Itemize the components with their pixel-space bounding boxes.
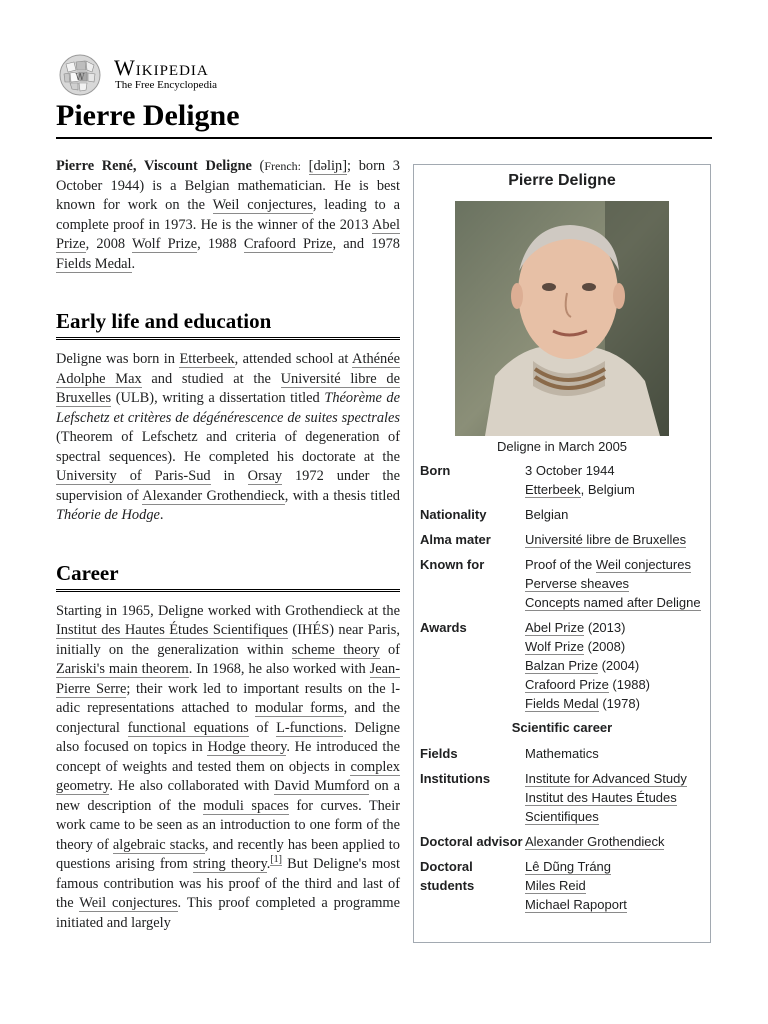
link-mumford[interactable]: David Mumford — [274, 778, 370, 794]
page-title: Pierre Deligne — [56, 97, 712, 139]
infobox-link-concepts[interactable]: Concepts named after Deligne — [525, 595, 701, 610]
infobox-row-known-for: Known for Proof of the Weil conjectures Perverse sheaves Concepts named after Deligne — [420, 557, 701, 610]
site-tagline: The Free Encyclopedia — [115, 79, 218, 91]
subject-name: Pierre René, Viscount Deligne — [56, 158, 252, 174]
infobox-link-weil[interactable]: Weil conjectures — [595, 557, 691, 572]
infobox-row-institutions: Institutions Institute for Advanced Study Institut des Hautes Études Scientifiques — [420, 771, 687, 824]
link-algebraic-stacks[interactable]: algebraic stacks — [112, 836, 205, 853]
site-wordmark[interactable]: Wikipedia — [114, 55, 209, 80]
award-item: Balzan Prize (2004) — [525, 658, 640, 673]
link-serre[interactable]: Jean-Pierre Serre — [56, 661, 400, 697]
citation-1[interactable]: [1] — [270, 854, 282, 866]
early-life-paragraph: Deligne was born in Etterbeek, attended school at Athénée Adolphe Max and studied at the Université libre de Bruxelles (ULB), writing a dissertation titled Théorème de Lefschetz et critères de dégénérescence de suites spectrales (Theorem of Lefschetz and criteria of degeneration of spectral sequences). He completed his doctorate at the University of Paris-Sud in Orsay 1972 under the supervision of Alexander Grothendieck, with a thesis titled Théorie de Hodge. — [56, 351, 400, 523]
link-modular-forms[interactable]: modular forms — [254, 700, 344, 716]
infobox — [413, 164, 711, 943]
link-moduli-spaces[interactable]: moduli spaces — [203, 797, 289, 814]
link-weil-conjectures[interactable]: Weil conjectures — [212, 197, 313, 213]
award-item: Fields Medal (1978) — [525, 696, 640, 711]
link-wolf-prize[interactable]: Wolf Prize — [132, 236, 198, 252]
infobox-link-ulb[interactable]: Université libre de Bruxelles — [525, 532, 687, 547]
infobox-link-etterbeek[interactable]: Etterbeek — [525, 482, 581, 497]
award-item: Wolf Prize (2008) — [525, 639, 626, 654]
thesis-title: Théorie de Hodge — [56, 507, 160, 523]
infobox-title: Pierre Deligne — [508, 172, 616, 189]
article-body — [56, 157, 400, 943]
infobox-row-born: Born 3 October 1944 Etterbeek, Belgium — [420, 463, 635, 497]
link-zariski-main-theorem[interactable]: Zariski's main theorem — [56, 661, 189, 677]
link-ihes[interactable]: Institut des Hautes Études Scientifiques — [56, 622, 288, 638]
infobox-link-perverse-sheaves[interactable]: Perverse sheaves — [525, 576, 630, 591]
link-fields-medal[interactable]: Fields Medal — [56, 255, 132, 272]
link-crafoord-prize[interactable]: Crafoord Prize — [243, 236, 333, 252]
link-hodge-theory[interactable]: Hodge theory — [207, 739, 287, 755]
dissertation-title: Théorème de Lefschetz et critères de dégénérescence de suites spectrales — [56, 390, 400, 426]
infobox-row-nationality: Nationality Belgian — [420, 507, 569, 522]
link-scheme-theory[interactable]: scheme theory — [291, 641, 380, 658]
link-weil-conjectures-2[interactable]: Weil conjectures — [79, 895, 178, 911]
svg-text:W: W — [75, 73, 85, 83]
ipa-link[interactable]: [dəliɲ] — [308, 158, 348, 174]
link-paris-sud[interactable]: University of Paris-Sud — [56, 468, 211, 484]
infobox-row-fields: Fields Mathematics — [420, 746, 599, 761]
photo-caption: Deligne in March 2005 — [496, 439, 628, 454]
link-functional-equations[interactable]: functional equations — [127, 719, 249, 736]
intro-paragraph: Pierre René, Viscount Deligne (French: [dəliɲ]; born 3 October 1944) is a Belgian mathematician. He is best known for work on the Weil conjectures, leading to a complete proof in 1973. He is the winner of the 2013 Abel Prize, 2008 Wolf Prize, 1988 Crafoord Prize, and 1978 Fields Medal. — [56, 158, 400, 272]
link-complex-geometry[interactable]: complex geometry — [56, 758, 400, 794]
link-string-theory[interactable]: string theory — [192, 856, 267, 872]
heading-career: Career — [56, 560, 400, 592]
award-item: Abel Prize (2013) — [525, 620, 626, 635]
infobox-link-ihes[interactable]: Institut des Hautes Études Scientifiques — [525, 790, 677, 824]
student-item: Miles Reid — [525, 878, 586, 893]
infobox-row-doctoral-students: Doctoral students Lê Dũng Tráng Miles Reid Michael Rapoport — [414, 856, 710, 915]
heading-early-life: Early life and education — [56, 308, 400, 340]
infobox-link-grothendieck[interactable]: Alexander Grothendieck — [525, 834, 665, 849]
link-abel-prize[interactable]: Abel Prize — [56, 216, 400, 252]
wikipedia-globe-icon[interactable] — [56, 54, 104, 96]
infobox-section-scientific-career: Scientific career — [511, 720, 613, 735]
award-item: Crafoord Prize (1988) — [525, 677, 651, 692]
language-label: French: — [264, 159, 301, 173]
infobox-link-ias[interactable]: Institute for Advanced Study — [525, 771, 687, 786]
career-paragraph: Starting in 1965, Deligne worked with Grothendieck at the Institut des Hautes Études Scientifiques (IHÉS) near Paris, initially on the generalization within scheme theory of Zariski's main theorem. In 1968, he also worked with Jean-Pierre Serre; their work led to important results on the l-adic representations attached to modular forms, and the conjectural functional equations of L-functions. Deligne also focused on topics in Hodge theory. He introduced the concept of weights and tested them on objects in complex geometry. He also collaborated with David Mumford on a new description of the moduli spaces for curves. Their work came to be seen as an introduction to one form of the theory of algebraic stacks, and recently has been applied to questions arising from string theory.[1] But Deligne's most famous contribution was his proof of the third and last of the Weil conjectures. This proof completed a programme initiated and largely — [56, 602, 401, 931]
link-grothendieck[interactable]: Alexander Grothendieck — [142, 487, 285, 504]
student-item: Lê Dũng Tráng — [525, 859, 612, 874]
link-orsay[interactable]: Orsay — [247, 468, 283, 484]
infobox-row-awards: Awards Abel Prize (2013) Wolf Prize (2008) Balzan Prize (2004) Crafoord Prize (1988) Fields Medal (1978) — [414, 617, 710, 714]
link-ulb[interactable]: Université libre de Bruxelles — [56, 370, 400, 406]
link-etterbeek[interactable]: Etterbeek — [179, 351, 235, 367]
student-item: Michael Rapoport — [525, 897, 627, 912]
infobox-row-doctoral-advisor: Doctoral advisor Alexander Grothendieck — [420, 834, 665, 849]
infobox-row-alma-mater: Alma mater Université libre de Bruxelles — [420, 532, 687, 547]
portrait-photo[interactable] — [455, 201, 669, 436]
link-athenee-adolphe-max[interactable]: Athénée Adolphe Max — [56, 351, 400, 387]
link-l-functions[interactable]: L-functions — [276, 719, 344, 736]
